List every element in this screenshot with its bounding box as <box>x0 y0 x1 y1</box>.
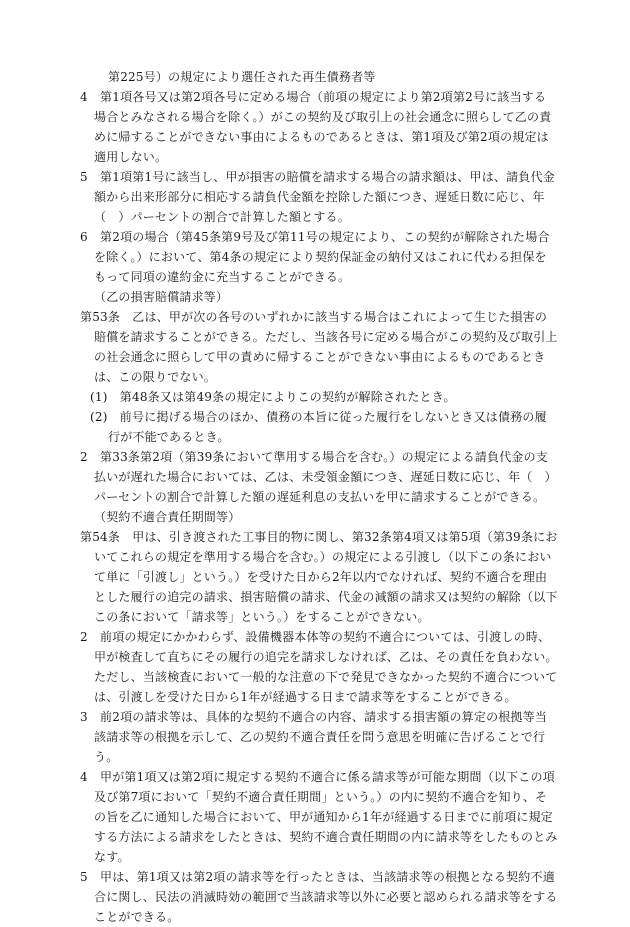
paragraph-5: 5 第1項第1号に該当し、甲が損害の賠償を請求する場合の請求額は、甲は、請負代金額から出来形部分に相応する請負代金額を控除した額につき、遅延日数に応じ、年（ ）パーセントの割合で計算した額とする。 <box>80 170 555 224</box>
article-54-paragraph-2: 2 前項の規定にかかわらず、設備機器本体等の契約不適合については、引渡しの時、甲が検査して直ちにその履行の追完を請求しなければ、乙は、その責任を負わない。ただし、当該検査において一般的な注意の下で発見できなかった契約不適合については、引渡しを受けた日から1年が経過する日まで請求等をすることができる。 <box>80 630 558 704</box>
article-54-paragraph-5: 5 甲は、第1項又は第2項の請求等を行ったときは、当該請求等の根拠となる契約不適合に関し、民法の消滅時効の範囲で当該請求等以外に必要と認められる請求等をすることができる。 <box>80 870 558 924</box>
article-53: 第53条 乙は、甲が次の各号のいずれかに該当する場合はこれによって生じた損害の賠償を請求することができる。ただし、当該各号に定める場合がこの契約及び取引上の社会通念に照らして甲の責めに帰することができない事由によるものであるときは、この限りでない。 <box>80 310 558 384</box>
article-54: 第54条 甲は、引き渡された工事目的物に関し、第32条第4項又は第5項（第39条においてこれらの規定を準用する場合を含む。）の規定による引渡し（以下この条において単に「引渡し」という。）を受けた日から2年以内でなければ、契約不適合を理由とした履行の追完の請求、損害賠償の請求、代金の減額の請求又は契約の解除（以下この条において「請求等」という。）をすることができない。 <box>80 530 558 624</box>
article-53-item-1: (1) 第48条又は第49条の規定によりこの契約が解除されたとき。 <box>90 390 456 404</box>
article-53-paragraph-2: 2 第33条第2項（第39条において準用する場合を含む。）の規定による請負代金の支払いが遅れた場合においては、乙は、未受領金額につき、遅延日数に応じ、年（ ）パーセントの割合で計算した額の遅延利息の支払いを甲に請求することができる。 <box>80 450 557 504</box>
continuation-line: 第225号）の規定により選任された再生債務者等 <box>108 70 376 84</box>
document-body <box>80 67 558 927</box>
article-54-heading: （契約不適合責任期間等） <box>94 510 241 524</box>
article-53-heading: （乙の損害賠償請求等） <box>94 290 229 304</box>
paragraph-6: 6 第2項の場合（第45条第9号及び第11号の規定により、この契約が解除された場合を除く。）において、第4条の規定により契約保証金の納付又はこれに代わる担保をもって同項の違約金に充当することができる。 <box>80 230 550 284</box>
article-54-paragraph-4: 4 甲が第1項又は第2項に規定する契約不適合に係る請求等が可能な期間（以下この項及び第7項において「契約不適合責任期間」という。）の内に契約不適合を知り、その旨を乙に通知した場合において、甲が通知から1年が経過する日までに前項に規定する方法による請求をしたときは、契約不適合責任期間の内に請求等をしたものとみなす。 <box>80 770 558 864</box>
paragraph-4: 4 第1項各号又は第2項各号に定める場合（前項の規定により第2項第2号に該当する場合とみなされる場合を除く。）がこの契約及び取引上の社会通念に照らして乙の責めに帰することができない事由によるものであるときは、第1項及び第2項の規定は適用しない。 <box>80 90 552 164</box>
article-53-item-2: (2) 前号に掲げる場合のほか、債務の本旨に従った履行をしないとき又は債務の履行が不能であるとき。 <box>90 410 547 444</box>
article-54-paragraph-3: 3 前2項の請求等は、具体的な契約不適合の内容、請求する損害額の算定の根拠等当該請求等の根拠を示して、乙の契約不適合責任を問う意思を明確に告げることで行う。 <box>80 710 548 764</box>
